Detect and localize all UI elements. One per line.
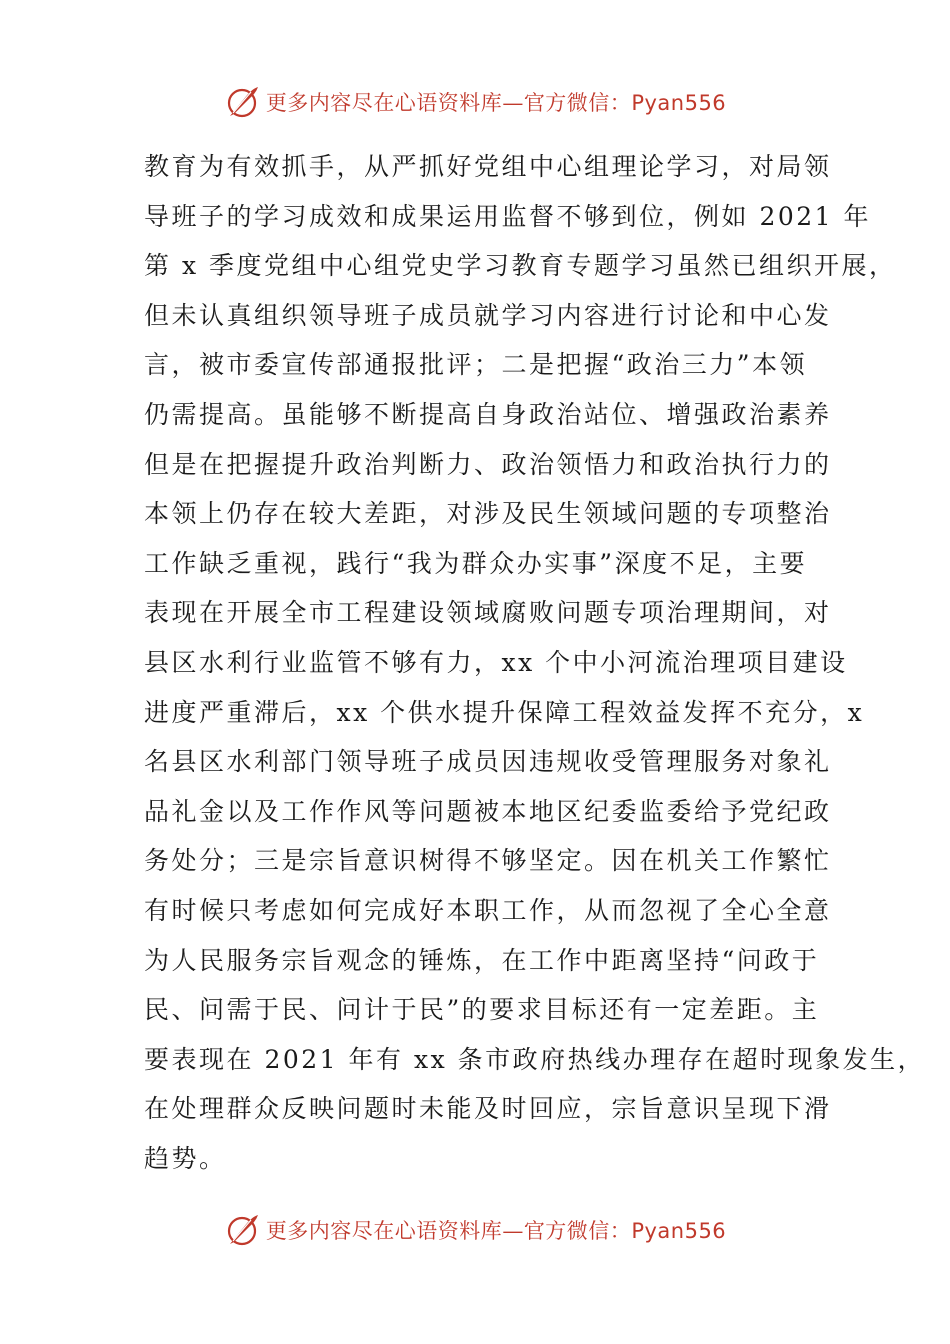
body-line: 务处分；三是宗旨意识树得不够坚定。因在机关工作繁忙 [144,846,832,876]
body-line: 民、问需于民、问计于民”的要求目标还有一定差距。主 [144,995,820,1025]
body-line: 为人民服务宗旨观念的锤炼，在工作中距离坚持“问政于 [144,945,820,975]
body-line: 县区水利行业监管不够有力，xx 个中小河流治理项目建设 [144,647,848,677]
banner-wechat-id: Pyan556 [631,1219,727,1243]
body-line: 有时候只考虑如何完成好本职工作，从而忽视了全心全意 [144,895,832,925]
banner-wechat-label: 官方微信： [523,91,632,115]
banner-dash: — [502,91,524,115]
banner-slogan: 更多内容尽在心语资料库 [265,91,503,115]
body-line: 但是在把握提升政治判断力、政治领悟力和政治执行力的 [144,449,832,479]
footer-banner [0,1210,950,1250]
body-line: 品礼金以及工作作风等问题被本地区纪委监委给予党纪政 [144,796,832,826]
banner-slogan: 更多内容尽在心语资料库 [265,1219,503,1243]
body-line: 教育为有效抓手，从严抓好党组中心组理论学习，对局领 [144,152,832,181]
body-line: 表现在开展全市工程建设领域腐败问题专项治理期间，对 [144,598,832,628]
body-line: 进度严重滞后，xx 个供水提升保障工程效益发挥不充分，x [144,697,865,727]
body-line: 第 x 季度党组中心组党史学习教育专题学习虽然已组织开展， [144,251,897,281]
body-line: 工作缺乏重视，践行“我为群众办实事”深度不足，主要 [144,548,808,578]
body-line: 仍需提高。虽能够不断提高自身政治站位、增强政治素养 [144,399,832,429]
banner-text [266,87,726,117]
body-line: 导班子的学习成效和成果运用监督不够到位，例如 2021 年 [144,201,872,231]
banner-text [266,1215,726,1245]
header-banner [0,82,950,122]
document-body [144,142,926,1183]
body-line: 在处理群众反映问题时未能及时回应，宗旨意识呈现下滑 [144,1094,832,1124]
body-line: 要表现在 2021 年有 xx 条市政府热线办理存在超时现象发生， [144,1044,926,1074]
banner-wechat-label: 官方微信： [523,1219,632,1243]
body-line: 但未认真组织领导班子成员就学习内容进行讨论和中心发 [144,300,832,330]
body-line: 名县区水利部门领导班子成员因违规收受管理服务对象礼 [144,747,832,777]
body-line: 趋势。 [144,1143,227,1173]
quill-circle-icon [224,84,260,120]
body-line: 言，被市委宣传部通报批评；二是把握“政治三力”本领 [144,350,808,380]
body-line: 本领上仍存在较大差距，对涉及民生领域问题的专项整治 [144,499,832,529]
quill-circle-icon [224,1212,260,1248]
banner-dash: — [502,1219,524,1243]
banner-wechat-id: Pyan556 [631,91,727,115]
